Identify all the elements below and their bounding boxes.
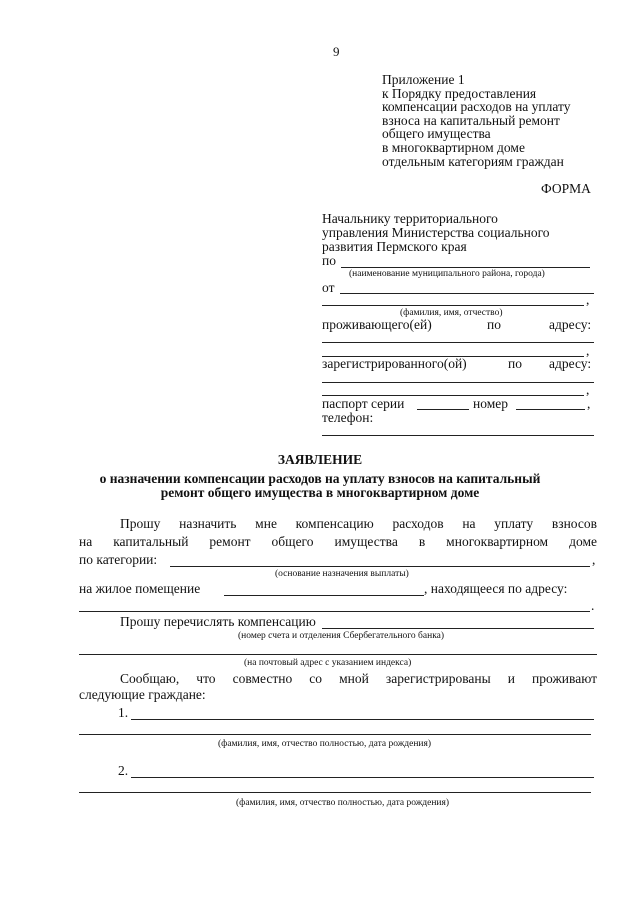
comma: , — [592, 552, 596, 567]
po-label: по — [322, 253, 336, 268]
passport-series-field[interactable] — [417, 409, 469, 410]
person-1-field[interactable] — [131, 719, 594, 720]
cohabitants-line-2: следующие граждане: — [79, 687, 206, 702]
residing-word-3: адресу: — [549, 317, 592, 332]
passport-number-field[interactable] — [516, 409, 585, 410]
person-1-hint: (фамилия, имя, отчество полностью, дата рождения) — [218, 739, 432, 749]
person-2-hint: (фамилия, имя, отчество полностью, дата рождения) — [236, 798, 450, 808]
premises-field[interactable] — [224, 595, 424, 596]
appendix-block — [382, 73, 571, 168]
postal-address-hint: (на почтовый адрес с указанием индекса) — [244, 658, 412, 668]
premises-address-label: , находящееся по адресу: — [424, 581, 568, 596]
comma: , — [586, 343, 590, 358]
document-subtitle-line-2: ремонт общего имущества в многоквартирном доме — [160, 485, 480, 500]
phone-field[interactable] — [322, 435, 594, 436]
category-field[interactable] — [170, 566, 590, 567]
registered-word-1: зарегистрированного(ой) — [322, 356, 467, 371]
comma: , — [586, 382, 590, 397]
person-2-field-2[interactable] — [79, 792, 591, 793]
registered-word-3: адресу: — [549, 356, 592, 371]
addressee-line: Начальнику территориального — [322, 211, 498, 226]
cohabitants-line-1: Сообщаю, что совместно со мной зарегистрированы и проживают — [120, 671, 597, 686]
bank-account-field[interactable] — [322, 628, 594, 629]
fio-hint: (фамилия, имя, отчество) — [400, 308, 503, 318]
transfer-label: Прошу перечислять компенсацию — [120, 614, 316, 629]
premises-address-field[interactable] — [79, 611, 590, 612]
addressee-line: управления Министерства социального — [322, 225, 550, 240]
applicant-name-field[interactable] — [340, 293, 594, 294]
appendix-line: к Порядку предоставления — [382, 85, 537, 101]
postal-address-field[interactable] — [79, 654, 597, 655]
period: . — [591, 598, 595, 613]
phone-label: телефон: — [322, 410, 374, 425]
municipality-hint: (наименование муниципального района, города) — [349, 269, 545, 279]
residence-address-field[interactable] — [322, 342, 594, 343]
addressee-line: развития Пермского края — [322, 239, 467, 254]
residing-word-1: проживающего(ей) — [322, 317, 432, 332]
comma: , — [587, 396, 591, 411]
person-1-number: 1. — [118, 705, 129, 720]
appendix-line: компенсации расходов на уплату — [382, 99, 571, 115]
bank-account-hint: (номер счета и отделения Сбербегательного банка) — [238, 631, 445, 641]
registration-address-field[interactable] — [322, 382, 594, 383]
document-title: ЗАЯВЛЕНИЕ — [277, 452, 363, 467]
category-label: по категории: — [79, 552, 158, 567]
request-line-2: на капитальный ремонт общего имущества в многоквартирном доме — [79, 534, 597, 549]
municipality-field[interactable] — [341, 267, 590, 268]
appendix-line: Приложение 1 — [382, 72, 465, 87]
person-1-field-2[interactable] — [79, 734, 591, 735]
premises-label: на жилое помещение — [79, 581, 201, 596]
appendix-line: отдельным категориям граждан — [382, 153, 564, 169]
document-subtitle-line-1: о назначении компенсации расходов на уплату взносов на капитальный — [99, 471, 541, 486]
appendix-line: общего имущества — [382, 126, 491, 142]
request-line-1: Прошу назначить мне компенсацию расходов на уплату взносов — [120, 516, 597, 531]
appendix-line: взноса на капитальный ремонт — [382, 112, 560, 128]
person-2-number: 2. — [118, 763, 129, 778]
ot-label: от — [322, 280, 335, 295]
passport-series-label: паспорт серии — [322, 396, 405, 411]
comma: , — [586, 292, 590, 307]
form-label: ФОРМА — [541, 181, 591, 196]
passport-number-label: номер — [473, 396, 509, 411]
residing-word-2: по — [487, 317, 501, 332]
category-hint: (основание назначения выплаты) — [275, 569, 409, 579]
applicant-name-field-2[interactable] — [322, 305, 584, 306]
appendix-line: в многоквартирном доме — [382, 139, 525, 155]
page-number: 9 — [333, 44, 340, 59]
registered-word-2: по — [508, 356, 522, 371]
person-2-field[interactable] — [131, 777, 594, 778]
